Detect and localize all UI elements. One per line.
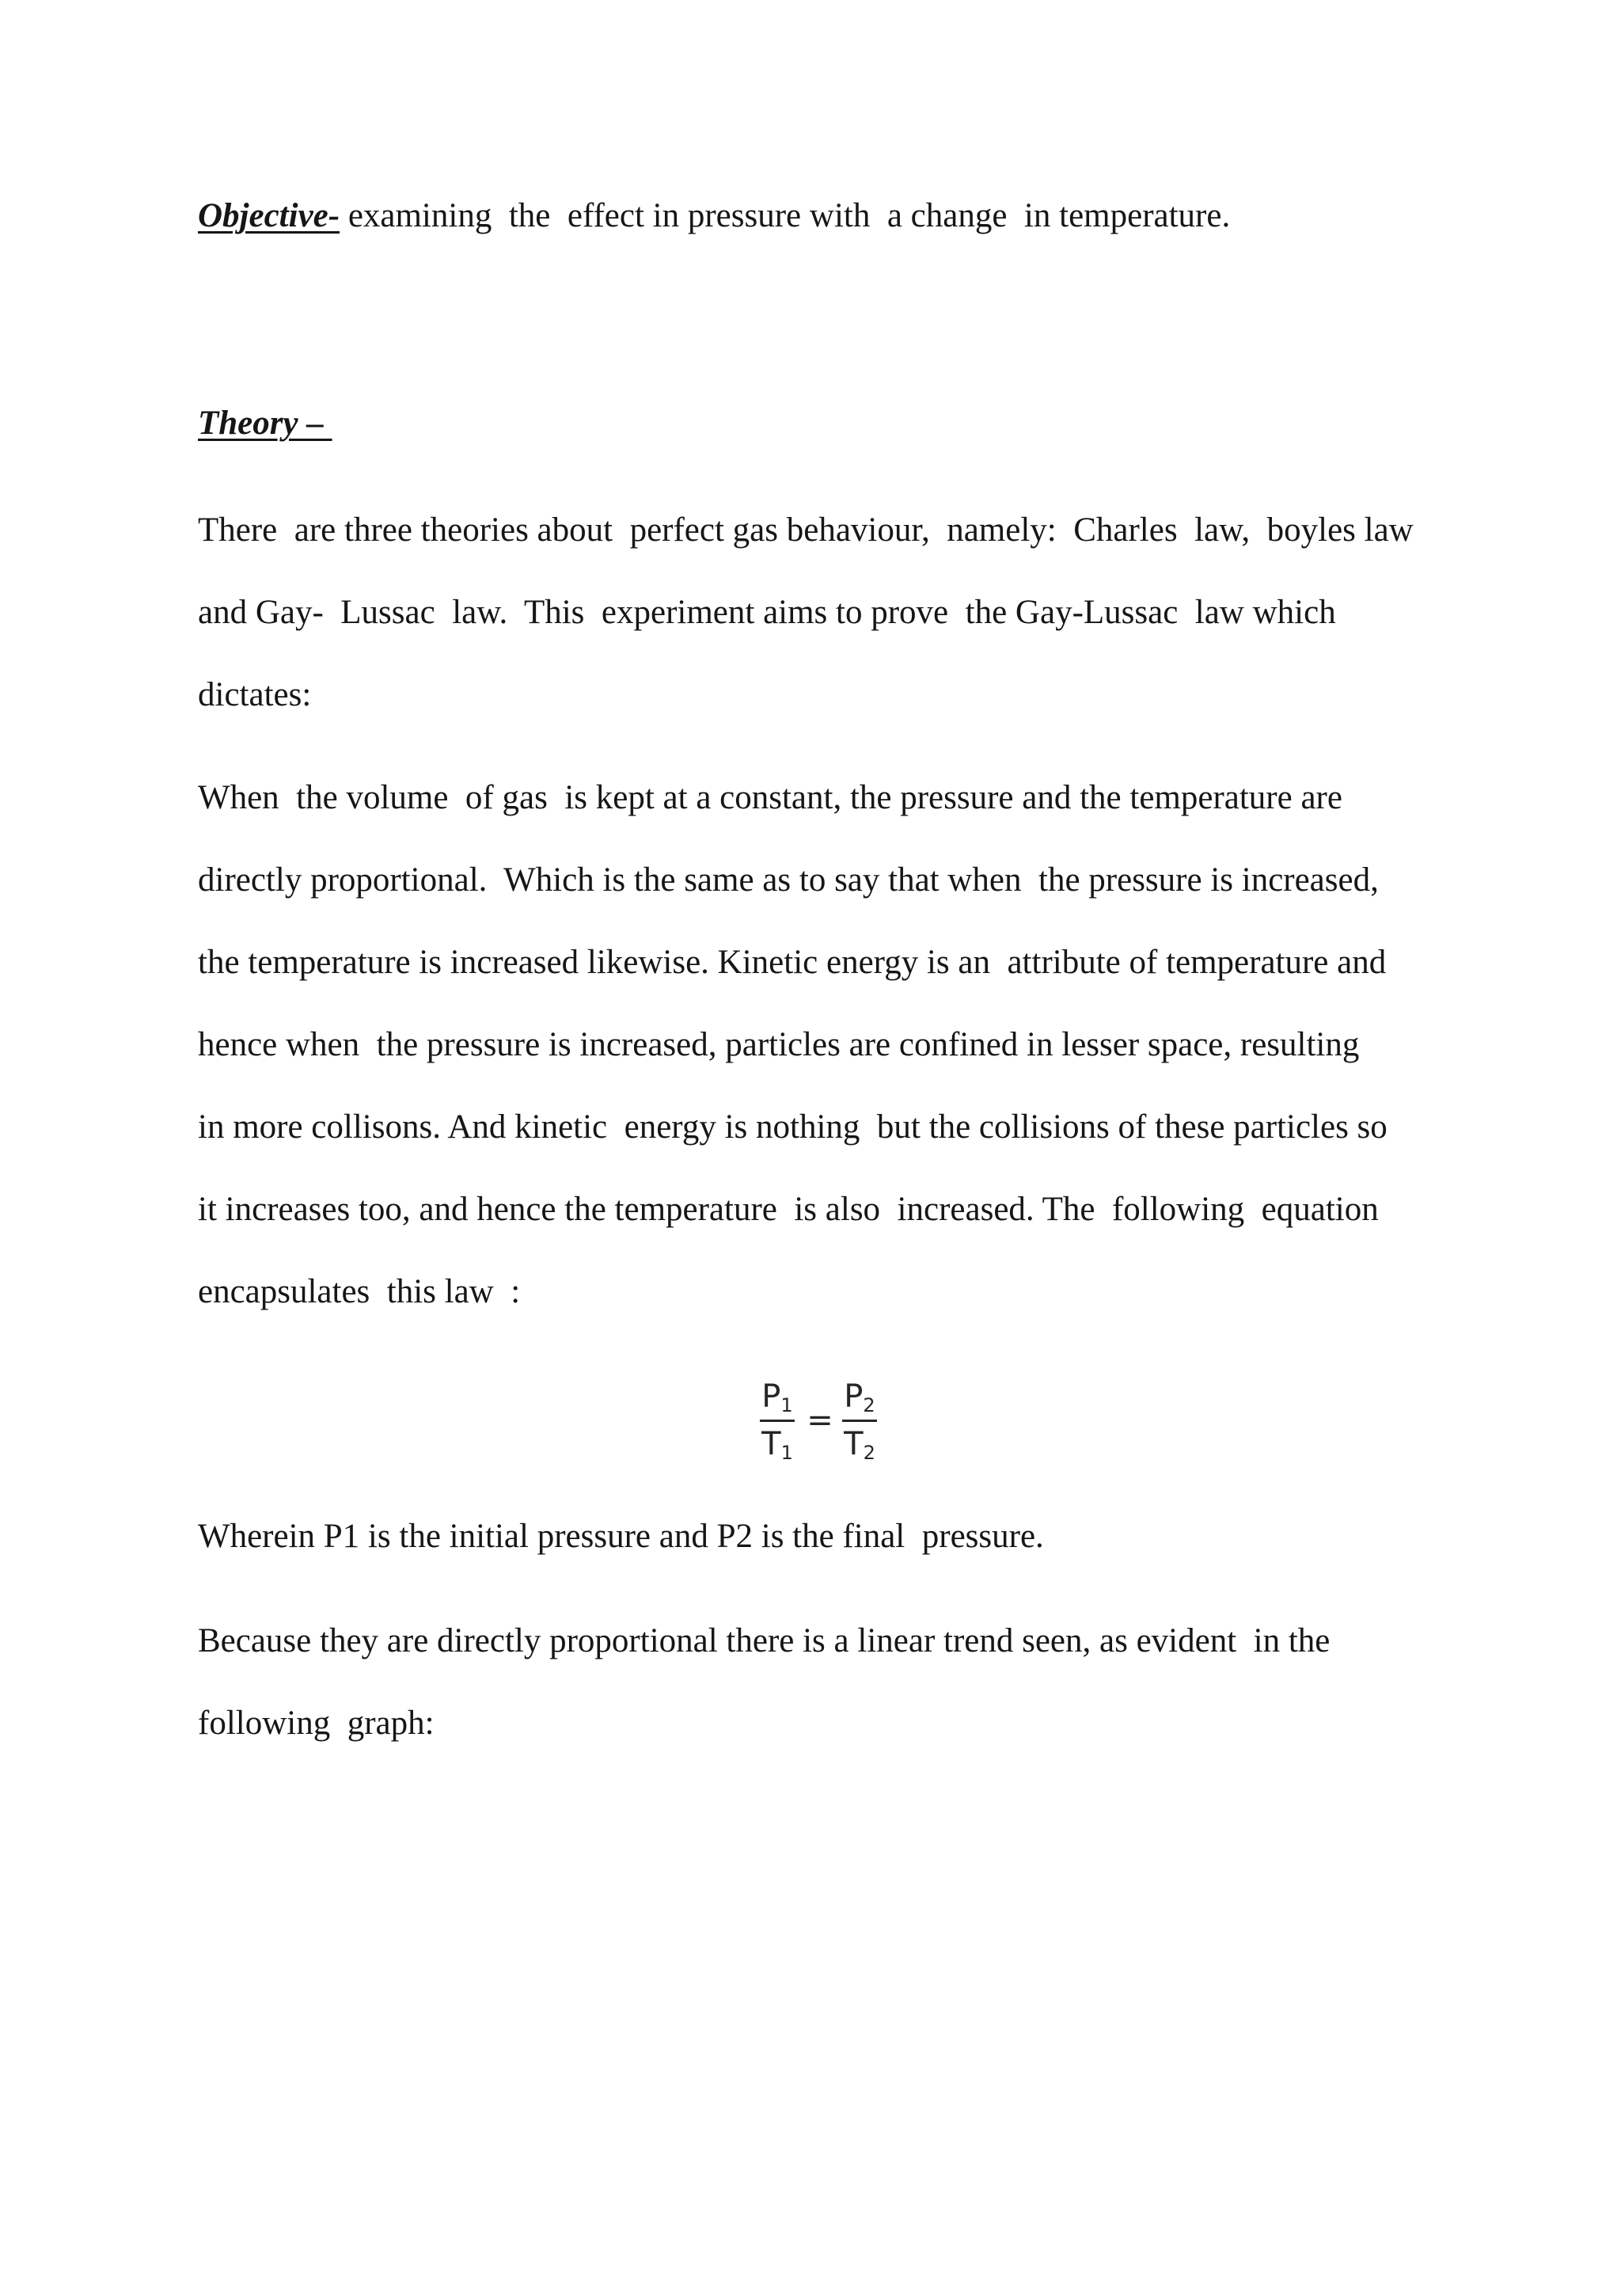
paragraph4-line-1: Because they are directly proportional there is a linear trend seen, as evident in the (198, 1622, 1331, 1659)
paragraph2-line-6: it increases too, and hence the temperature is also increased. The following equation (198, 1191, 1379, 1228)
left-denominator-symbol: T (761, 1426, 781, 1462)
paragraph1-line-2: and Gay- Lussac law. This experiment aims to prove the Gay-Lussac law which (198, 594, 1336, 631)
right-numerator (842, 1378, 877, 1424)
right-denominator-symbol: T (844, 1426, 864, 1462)
paragraph2-line-2: directly proportional. Which is the same as to say that when the pressure is increased, (198, 861, 1379, 899)
left-fraction-bar (760, 1420, 795, 1422)
left-numerator-symbol: P (761, 1378, 781, 1415)
paragraph2-line-3: the temperature is increased likewise. Kinetic energy is an attribute of temperature and (198, 944, 1387, 981)
left-denominator (760, 1425, 795, 1472)
right-fraction-bar (842, 1420, 877, 1422)
left-numerator-subscript: 1 (780, 1394, 793, 1416)
equals-sign: = (807, 1402, 833, 1439)
right-numerator-subscript: 2 (863, 1394, 875, 1416)
theory-heading: Theory – (198, 405, 332, 442)
paragraph4-line-2: following graph: (198, 1705, 435, 1742)
objective-text: examining the effect in pressure with a change in temperature. (340, 197, 1231, 234)
left-fraction (760, 1376, 795, 1465)
paragraph1-line-3: dictates: (198, 676, 312, 713)
right-numerator-symbol: P (844, 1378, 864, 1415)
gay-lussac-equation (760, 1376, 879, 1465)
objective-line (198, 194, 1230, 238)
paragraph2-line-5: in more collisons. And kinetic energy is nothing but the collisions of these particles so (198, 1108, 1388, 1146)
left-denominator-subscript: 1 (780, 1442, 793, 1464)
paragraph2-line-4: hence when the pressure is increased, particles are confined in lesser space, resulting (198, 1026, 1360, 1063)
right-fraction (842, 1376, 877, 1465)
left-numerator (760, 1378, 795, 1424)
paragraph2-line-7: encapsulates this law : (198, 1273, 521, 1310)
paragraph3-line: Wherein P1 is the initial pressure and P2 is the final pressure. (198, 1518, 1044, 1555)
right-denominator (842, 1425, 877, 1472)
right-denominator-subscript: 2 (863, 1442, 875, 1464)
objective-heading: Objective- (198, 197, 340, 234)
paragraph2-line-1: When the volume of gas is kept at a constant, the pressure and the temperature are (198, 779, 1342, 816)
paragraph1-line-1: There are three theories about perfect gas behaviour, namely: Charles law, boyles law (198, 511, 1414, 549)
